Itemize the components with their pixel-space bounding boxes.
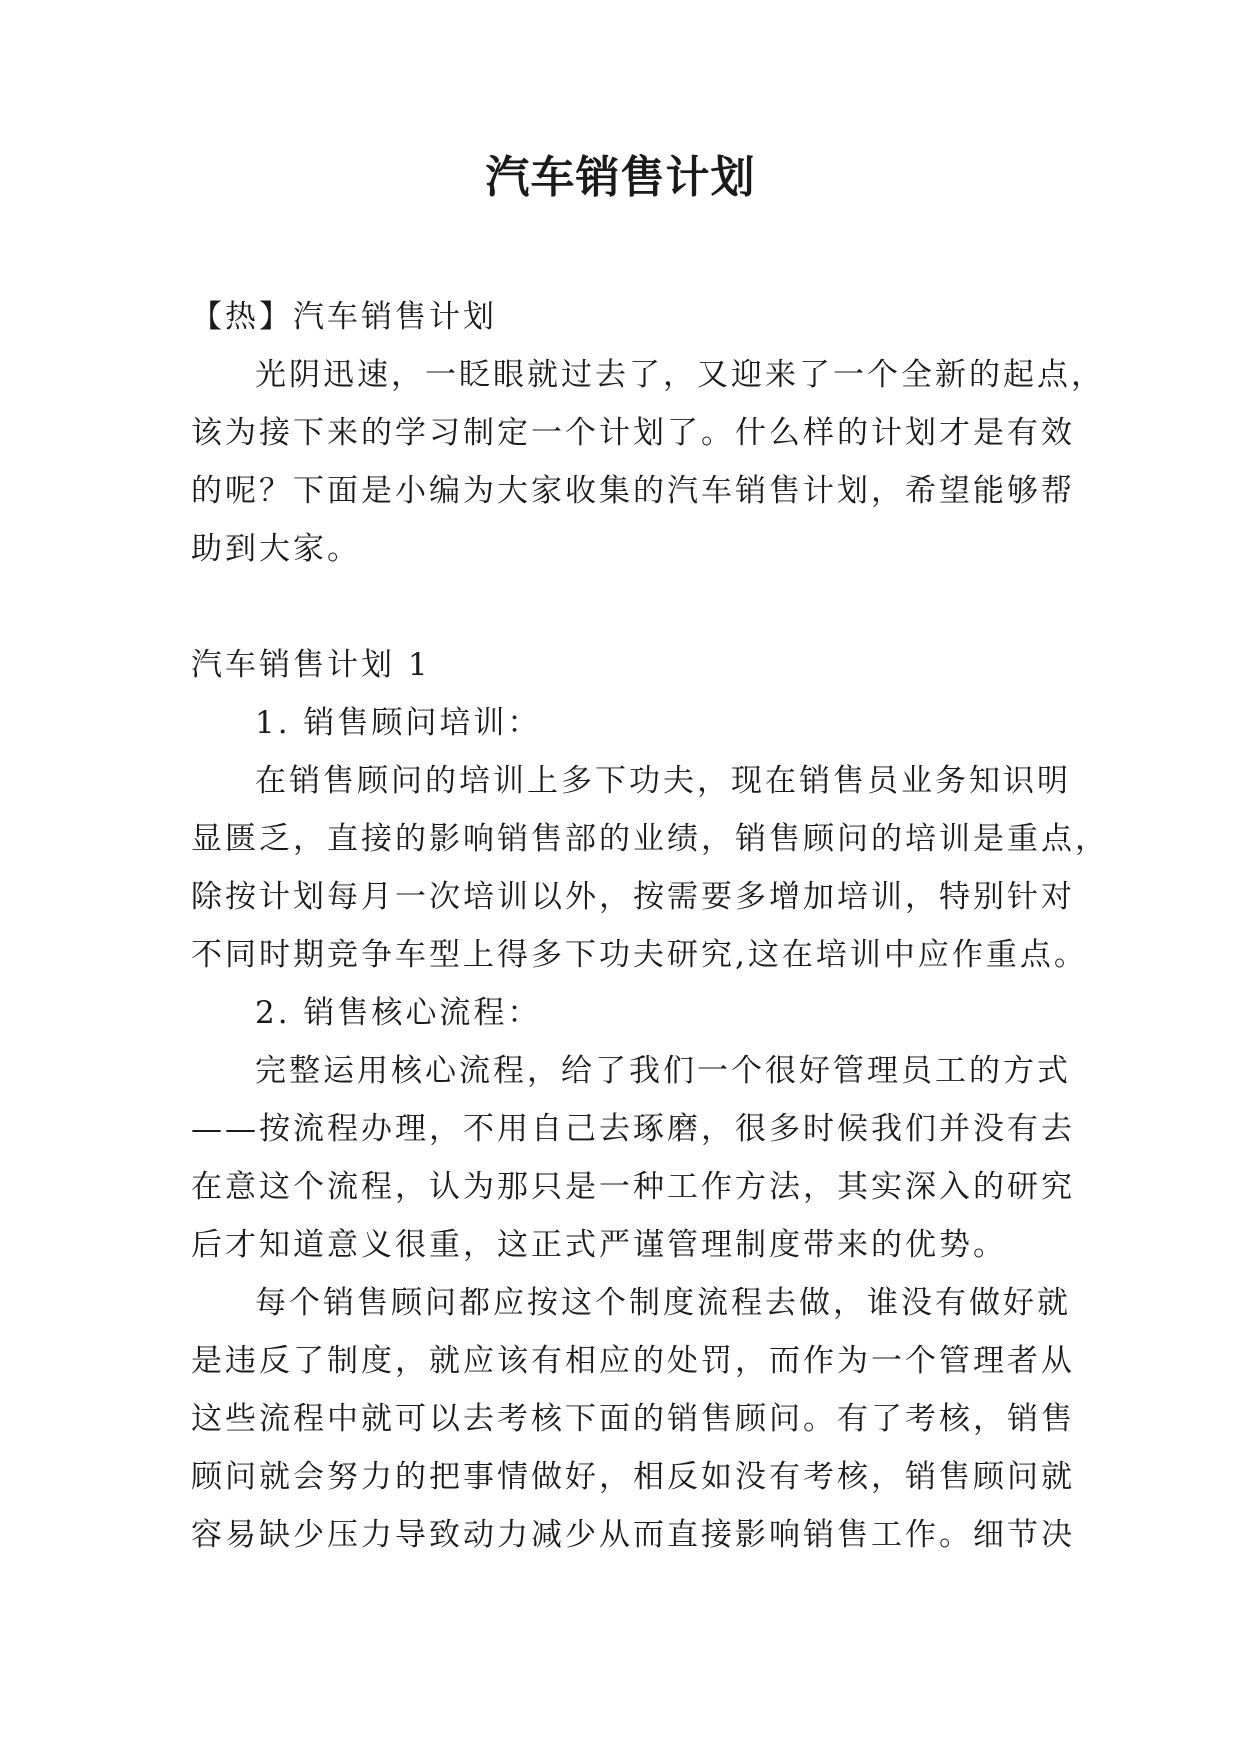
item2-line: 在意这个流程，认为那只是一种工作方法，其实深入的研究 <box>191 1169 1075 1205</box>
intro-line: 助到大家。 <box>191 531 361 567</box>
item2-heading: 2. 销售核心流程： <box>255 995 542 1031</box>
item2-line: 后才知道意义很重，这正式严谨管理制度带来的优势。 <box>191 1227 1007 1263</box>
document-body <box>191 288 1109 1564</box>
item1-line: 显匮乏，直接的影响销售部的业绩，销售顾问的培训是重点， <box>191 821 1109 857</box>
paragraph-gap <box>191 578 1053 636</box>
item2-line: ——按流程办理，不用自己去琢磨，很多时候我们并没有去 <box>191 1111 1075 1147</box>
item2-para2-line: 顾问就会努力的把事情做好，相反如没有考核，销售顾问就 <box>191 1459 1075 1495</box>
item2-para2-line: 容易缺少压力导致动力减少从而直接影响销售工作。细节决 <box>191 1517 1075 1553</box>
intro-line: 光阴迅速，一眨眼就过去了，又迎来了一个全新的起点， <box>255 357 1105 393</box>
intro-line: 该为接下来的学习制定一个计划了。什么样的计划才是有效 <box>191 415 1075 451</box>
item2-para2-line: 每个销售顾问都应按这个制度流程去做，谁没有做好就 <box>255 1285 1071 1321</box>
item1-line: 除按计划每月一次培训以外，按需要多增加培训，特别针对 <box>191 879 1075 915</box>
item1-line: 不同时期竞争车型上得多下功夫研究,这在培训中应作重点。 <box>191 937 1088 973</box>
intro-heading: 【热】汽车销售计划 <box>191 299 497 335</box>
item2-para2-line: 这些流程中就可以去考核下面的销售顾问。有了考核，销售 <box>191 1401 1075 1437</box>
intro-line: 的呢？下面是小编为大家收集的汽车销售计划，希望能够帮 <box>191 473 1075 509</box>
item2-line: 完整运用核心流程，给了我们一个很好管理员工的方式 <box>255 1053 1071 1089</box>
document-title: 汽车销售计划 <box>485 152 756 203</box>
section-title: 汽车销售计划 1 <box>191 647 431 683</box>
item1-heading: 1. 销售顾问培训： <box>255 705 542 741</box>
item1-line: 在销售顾问的培训上多下功夫，现在销售员业务知识明 <box>255 763 1071 799</box>
item2-para2-line: 是违反了制度，就应该有相应的处罚，而作为一个管理者从 <box>191 1343 1075 1379</box>
